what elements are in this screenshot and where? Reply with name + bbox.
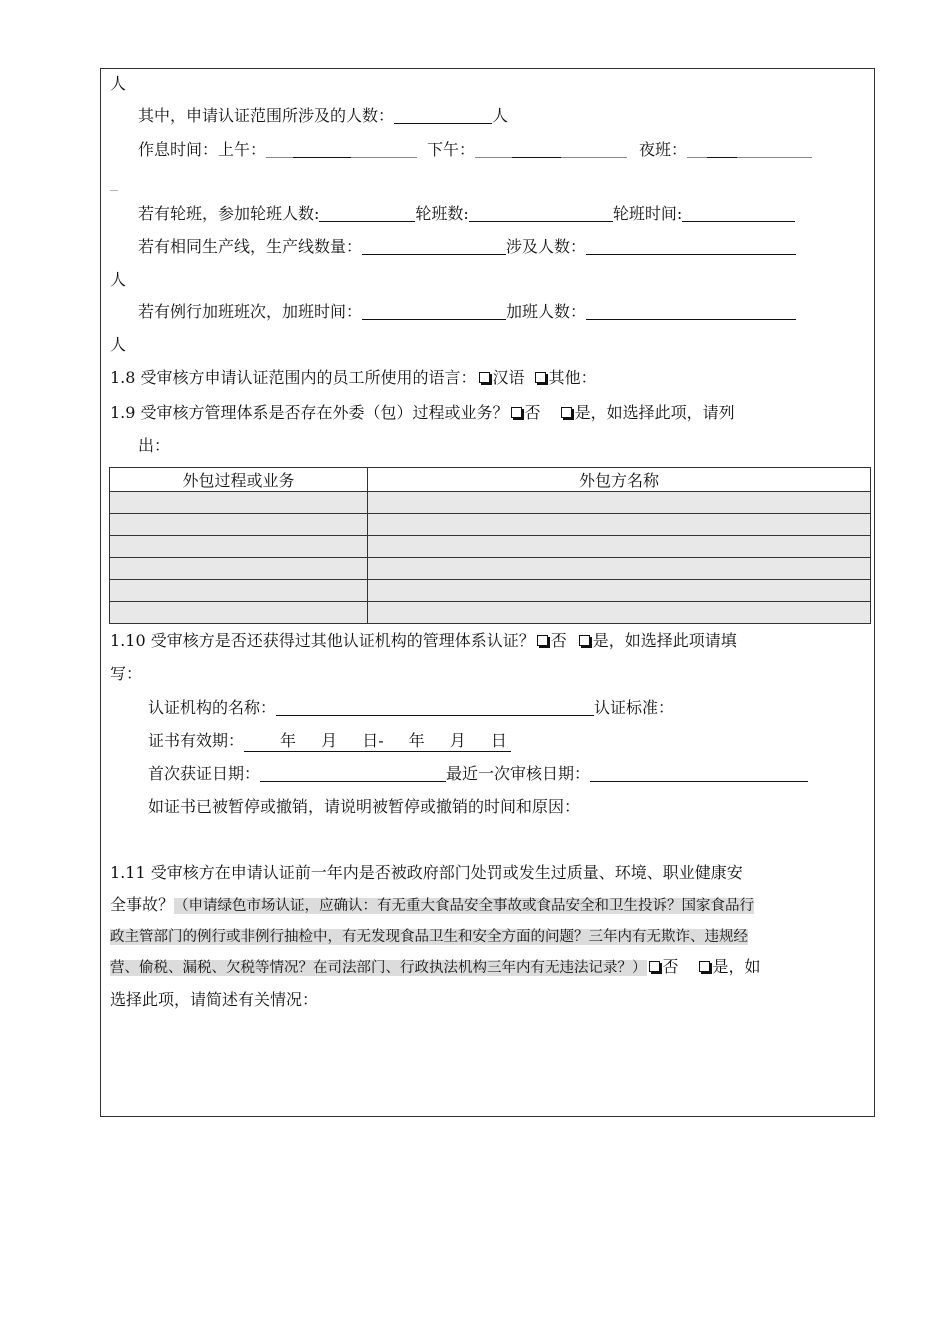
option-label: 是，如 [712,957,761,976]
text-continuation: 人 [110,270,127,289]
shift-people-label: 若有轮班，参加轮班人数: [138,204,320,223]
shift-row [138,204,795,224]
cert-org-field[interactable] [276,699,594,716]
line-people-field[interactable] [586,238,796,255]
overtime-field[interactable] [362,303,506,320]
text-continuation: 写： [110,664,143,683]
validity-row [148,731,511,752]
checkbox-no[interactable] [649,961,660,972]
column-header: 外包方名称 [368,468,871,492]
cert-standard-label: 认证标准： [594,698,675,717]
note-text: 政主管部门的例行或非例行抽检中，有无发现食品卫生和安全方面的问题？三年内有无欺诈、违规经 [110,929,748,945]
question-text: 1.10 受审核方是否还获得过其他认证机构的管理体系认证？ [110,631,535,650]
option-label: 是，如选择此项请填 [592,631,737,650]
blank-segment [737,141,812,158]
cert-org-row [148,698,674,718]
question-text: 全事故？ [110,895,175,914]
overtime-row [138,302,796,322]
table-cell[interactable] [110,514,368,536]
blank-segment [687,141,707,158]
line-count-field[interactable] [362,238,506,255]
text-continuation: 人 [110,74,127,93]
overtime-people-label: 加班人数： [506,302,587,321]
night-label: 夜班： [639,140,688,159]
afternoon-field[interactable] [512,141,561,158]
overtime-label: 若有例行加班班次，加班时间： [138,302,363,321]
question-1-9 [110,403,735,423]
line-count-label: 若有相同生产线，生产线数量： [138,237,363,256]
text-continuation: 出： [138,436,171,455]
scope-people-field[interactable] [394,107,492,124]
blank-segment [561,141,627,158]
option-label: 否 [524,403,541,422]
table-row [110,536,871,558]
dash-continuation: _ [110,172,118,191]
unit-label: 人 [492,106,509,125]
table-row [110,602,871,624]
checkbox-yes[interactable] [579,635,590,646]
overtime-people-field[interactable] [586,303,796,320]
table-cell[interactable] [110,602,368,624]
option-label: 否 [550,631,567,650]
table-cell[interactable] [368,602,871,624]
checkbox-chinese[interactable] [479,372,490,383]
line-people-label: 涉及人数： [506,237,587,256]
text-continuation: 选择此项，请简述有关情况： [110,990,319,1009]
table-cell[interactable] [110,536,368,558]
table-row [110,492,871,514]
first-cert-field[interactable] [260,765,446,782]
table-row [110,558,871,580]
table-cell[interactable] [110,492,368,514]
question-text: 1.8 受审核方申请认证范围内的员工所使用的语言： [110,368,477,387]
production-line-row [138,237,796,257]
outsource-table [109,467,871,624]
blank-segment [351,141,417,158]
scope-people-label: 其中，申请认证范围所涉及的人数： [138,106,395,125]
validity-label: 证书有效期： [148,731,245,750]
table-row [110,514,871,536]
checkbox-no[interactable] [537,635,548,646]
table-header-row [110,468,871,492]
table-cell[interactable] [368,492,871,514]
shift-count-field[interactable] [469,205,613,222]
suspend-label: 如证书已被暂停或撤销，请说明被暂停或撤销的时间和原因： [148,797,581,816]
afternoon-label: 下午： [427,140,476,159]
worktime-row [138,140,812,160]
text-continuation: 人 [110,335,127,354]
option-label: 否 [662,957,679,976]
checkbox-yes[interactable] [561,407,572,418]
note-line [110,926,748,947]
option-label: 其他： [548,368,597,387]
table-cell[interactable] [368,514,871,536]
checkbox-yes[interactable] [699,961,710,972]
worktime-label: 作息时间：上午： [138,140,267,159]
shift-time-field[interactable] [682,205,795,222]
checkbox-no[interactable] [511,407,522,418]
night-field[interactable] [707,141,737,158]
cert-org-label: 认证机构的名称： [148,698,277,717]
recent-audit-field[interactable] [590,765,808,782]
note-text: 营、偷税、漏税、欠税等情况？在司法部门、行政执法机构三年内有无违法记录？） [110,960,647,976]
table-row [110,580,871,602]
shift-count-label: 轮班数: [415,204,469,223]
table-cell[interactable] [368,536,871,558]
table-cell[interactable] [110,580,368,602]
checkbox-other[interactable] [535,372,546,383]
recent-audit-label: 最近一次审核日期： [446,764,591,783]
validity-value: 年 月 日- 年 月 日 [280,731,507,750]
note-text: （申请绿色市场认证，应确认：有无重大食品安全事故或食品安全和卫生投诉？国家食品行 [174,898,755,914]
column-header: 外包过程或业务 [110,468,368,492]
validity-field[interactable] [244,731,511,752]
table-cell[interactable] [110,558,368,580]
first-cert-label: 首次获证日期： [148,764,261,783]
option-label: 是，如选择此项，请列 [574,403,735,422]
question-1-11-line2 [110,895,754,916]
question-1-10 [110,631,737,651]
scope-people-row [138,106,508,126]
morning-field[interactable] [293,141,351,158]
table-cell[interactable] [368,558,871,580]
question-1-11-line1: 1.11 受审核方在申请认证前一年内是否被政府部门处罚或发生过质量、环境、职业健康安 [110,863,743,882]
option-label: 汉语 [492,368,525,387]
cert-date-row [148,764,808,784]
question-1-8 [110,368,597,388]
note-line [110,957,761,978]
shift-people-field[interactable] [319,205,415,222]
blank-segment [266,141,293,158]
blank-segment [475,141,512,158]
shift-time-label: 轮班时间: [612,204,683,223]
question-text: 1.9 受审核方管理体系是否存在外委（包）过程或业务？ [110,403,509,422]
table-cell[interactable] [368,580,871,602]
